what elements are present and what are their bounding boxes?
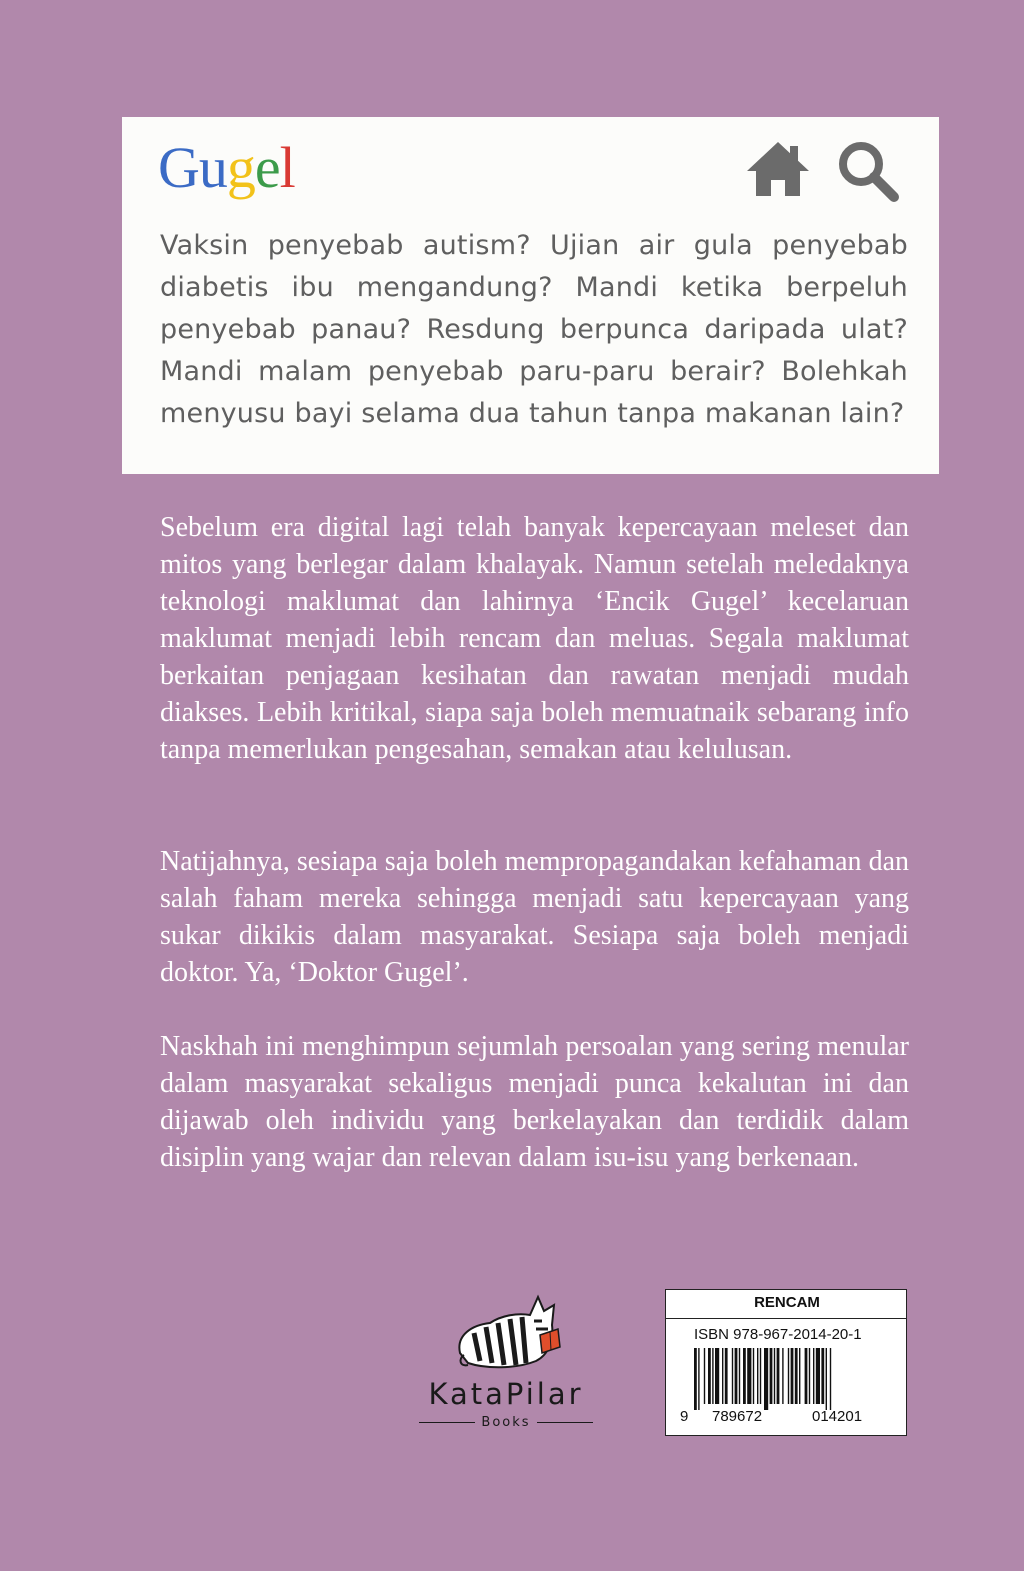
barcode-bar bbox=[694, 1348, 697, 1410]
barcode-icon bbox=[694, 1348, 894, 1410]
reading-cat-icon bbox=[450, 1285, 562, 1375]
barcode-bar bbox=[821, 1348, 824, 1404]
isbn-box-title: RENCAM bbox=[754, 1294, 820, 1311]
barcode-bar bbox=[739, 1348, 740, 1404]
barcode-bar bbox=[805, 1348, 808, 1404]
isbn-number: ISBN 978-967-2014-20-1 bbox=[694, 1326, 862, 1343]
body-paragraph: Sebelum era digital lagi telah banyak kepercayaan meleset dan mitos yang berlegar dalam khalayak. Namun setelah meledaknya teknologi maklumat dan lahirnya ‘Encik Gugel’ kecelaruan maklumat menjadi lebih rencam dan meluas. Segala maklumat berkaitan penjagaan kesihatan dan rawatan menjadi mudah diakses. Lebih kritikal, siapa saja boleh memuatnaik sebarang info tanpa memerlukan pengesahan, semakan atau kelulusan. bbox=[160, 512, 909, 765]
barcode-bar bbox=[704, 1348, 705, 1404]
barcode-bar bbox=[715, 1348, 719, 1404]
publisher-logo bbox=[410, 1285, 602, 1435]
barcode-bar bbox=[712, 1348, 713, 1404]
search-card bbox=[122, 117, 939, 474]
barcode-bar bbox=[722, 1348, 723, 1404]
gugel-logo bbox=[158, 135, 295, 201]
barcode-bar bbox=[788, 1348, 789, 1404]
isbn-divider bbox=[666, 1318, 906, 1319]
body-paragraph: Natijahnya, sesiapa saja boleh mempropagandakan kefahaman dan salah faham mereka sehingga menjadi satu kepercayaan yang sukar dikikis dalam masyarakat. Sesiapa saja boleh menjadi doktor. Ya, ‘Doktor Gugel’. bbox=[160, 846, 909, 988]
search-questions-text: Vaksin penyebab autism? Ujian air gula penyebab diabetis ibu mengandung? Mandi ketika berpeluh penyebab panau? Resdung berpunca daripada ulat? Mandi malam penyebab paru-paru berair? Bolehkah menyusu bayi selama dua tahun tanpa makanan lain? bbox=[160, 230, 908, 429]
logo-letter: l bbox=[279, 135, 295, 200]
barcode-bar bbox=[782, 1348, 783, 1404]
home-icon[interactable] bbox=[745, 140, 811, 198]
barcode-bar bbox=[799, 1348, 800, 1404]
barcode-bar bbox=[777, 1348, 780, 1404]
publisher-subtitle-text: Books bbox=[481, 1415, 531, 1430]
barcode-bar bbox=[747, 1348, 751, 1404]
barcode-bar bbox=[698, 1348, 699, 1410]
logo-letter: u bbox=[198, 135, 227, 200]
barcode-right-digits: 014201 bbox=[812, 1408, 863, 1425]
barcode-bar bbox=[708, 1348, 711, 1404]
barcode-left-digits: 789672 bbox=[712, 1408, 763, 1425]
logo-letter: g bbox=[226, 135, 255, 200]
logo-letter: G bbox=[158, 135, 199, 200]
publisher-subtitle bbox=[410, 1414, 602, 1432]
barcode-bar bbox=[791, 1348, 794, 1404]
barcode-bar bbox=[757, 1348, 758, 1404]
barcode-bar bbox=[774, 1348, 775, 1404]
barcode-bar bbox=[753, 1348, 754, 1404]
search-icon[interactable] bbox=[836, 139, 900, 203]
barcode-bar bbox=[813, 1348, 814, 1404]
barcode-bar bbox=[830, 1348, 831, 1410]
barcode-bar bbox=[795, 1348, 798, 1404]
isbn-box bbox=[665, 1289, 907, 1436]
barcode-bar bbox=[760, 1348, 761, 1404]
barcode-lead-digit: 9 bbox=[680, 1408, 689, 1425]
barcode-bar bbox=[816, 1348, 820, 1404]
body-paragraph: Naskhah ini menghimpun sejumlah persoalan yang sering menular dalam masyarakat sekaligus menjadi punca kekalutan ini dan dijawab oleh individu yang berkelayakan dan terdidik dalam disiplin yang wajar dan relevan dalam isu-isu yang berkenaan. bbox=[160, 1031, 909, 1173]
publisher-name: KataPilar bbox=[428, 1377, 584, 1411]
logo-letter: e bbox=[254, 135, 280, 200]
barcode-bar bbox=[735, 1348, 738, 1404]
barcode-bar bbox=[809, 1348, 810, 1404]
barcode-bar bbox=[725, 1348, 728, 1404]
barcode-bar bbox=[826, 1348, 827, 1410]
barcode-bar bbox=[743, 1348, 746, 1404]
barcode-bar bbox=[764, 1348, 768, 1410]
barcode-bar bbox=[732, 1348, 733, 1404]
barcode-bar bbox=[770, 1348, 773, 1404]
